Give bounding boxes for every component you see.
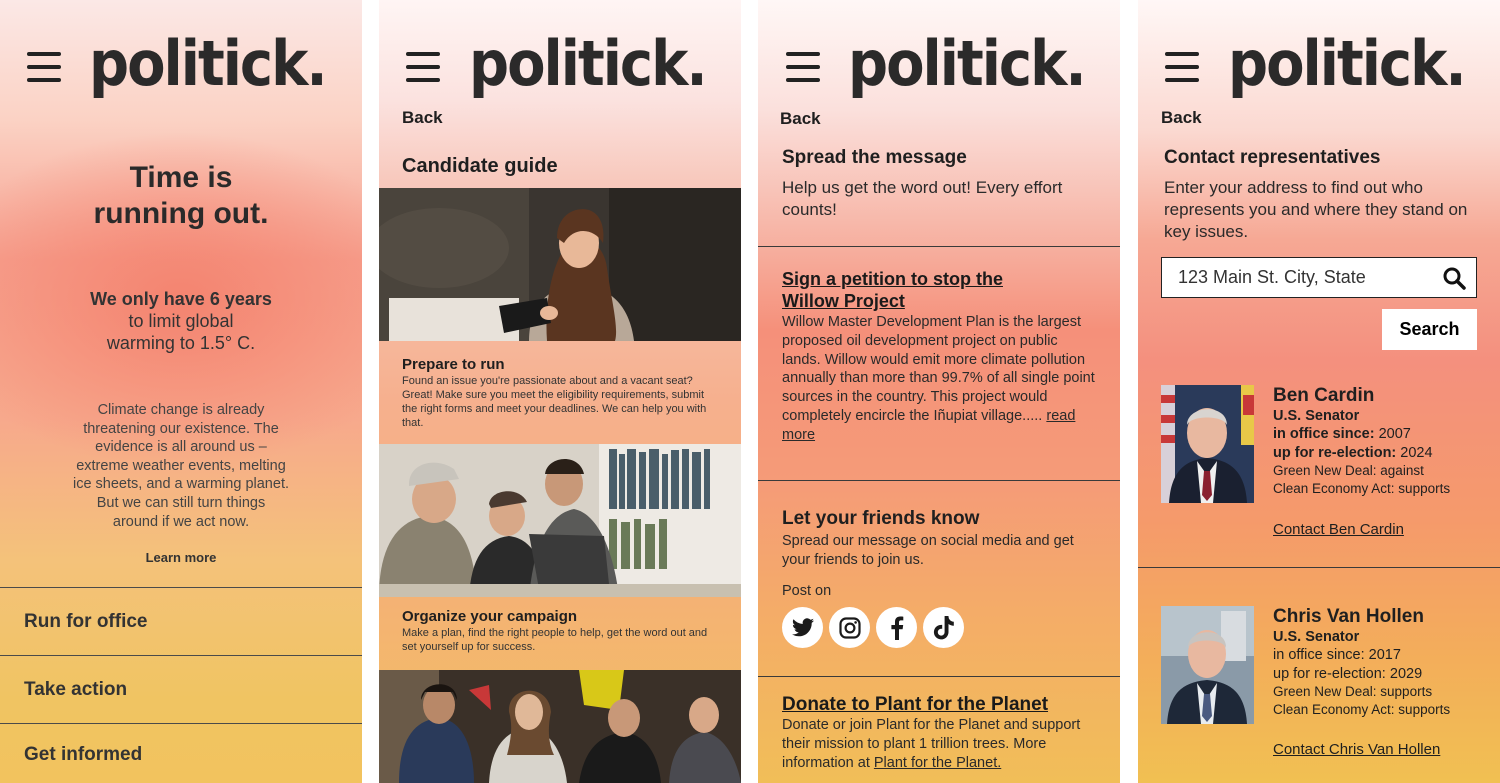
rep-in-office: in office since: 2007 [1273, 426, 1411, 442]
nav-take-action[interactable]: Take action [0, 655, 362, 723]
ben-cardin-portrait [1161, 385, 1254, 503]
address-input[interactable] [1178, 267, 1428, 288]
hamburger-menu-icon[interactable] [1165, 52, 1199, 82]
back-link[interactable]: Back [1161, 108, 1202, 127]
rep-gnd-stance: Green New Deal: supports [1273, 684, 1433, 699]
hamburger-menu-icon[interactable] [786, 52, 820, 82]
candidate-guide-screen [379, 0, 741, 783]
divider [758, 246, 1120, 247]
instagram-icon[interactable] [829, 607, 870, 648]
petition-section [758, 268, 1120, 445]
woman-with-tablet-photo [379, 188, 741, 341]
chris-van-hollen-portrait [1161, 606, 1254, 724]
campaign-team-photo [379, 444, 741, 597]
rep-info-ben-cardin [1273, 385, 1498, 497]
rep-cea-stance: Clean Economy Act: supports [1273, 701, 1451, 717]
logo[interactable]: politick. [469, 28, 706, 101]
contact-reps-screen [1138, 0, 1500, 783]
spread-message-screen [758, 0, 1120, 783]
search-button[interactable]: Search [1382, 309, 1477, 350]
donate-link[interactable]: Donate to Plant for the Planet [782, 694, 1049, 715]
contact-chris-van-hollen-link[interactable]: Contact Chris Van Hollen [1273, 741, 1441, 758]
nav-get-informed[interactable]: Get informed [0, 723, 362, 783]
search-icon[interactable] [1442, 266, 1466, 290]
card-title: Organize your campaign [402, 608, 578, 625]
rep-gnd-stance: Green New Deal: against [1273, 463, 1424, 478]
donate-section [758, 694, 1120, 772]
plant-for-planet-link[interactable]: Plant for the Planet. [873, 754, 1002, 771]
hamburger-menu-icon[interactable] [27, 52, 61, 82]
friends-section [758, 508, 1120, 648]
logo[interactable]: politick. [89, 28, 326, 101]
rep-name: Ben Cardin [1273, 385, 1375, 406]
social-buttons [782, 607, 1096, 648]
back-link[interactable]: Back [780, 109, 821, 128]
contact-ben-cardin-link[interactable]: Contact Ben Cardin [1273, 521, 1404, 538]
page-title: Spread the message [782, 147, 967, 168]
home-screen [0, 0, 362, 783]
card-text: Found an issue you're passionate about and a vacant seat? Great! Make sure you meet the eligibility requirements, submit the right forms and meet your deadlines. We can help you with that. [402, 375, 707, 429]
address-field[interactable] [1161, 257, 1477, 298]
hamburger-menu-icon[interactable] [406, 52, 440, 82]
hero-headline: Time is running out. [93, 161, 269, 230]
climate-text: Climate change is already threatening our existence. The evidence is all around us – extreme weather events, melting ice sheets, and a warming planet. But we can still turn things around if we act now. [72, 402, 289, 530]
rep-title: U.S. Senator [1273, 408, 1360, 424]
divider [758, 676, 1120, 677]
card-text: Make a plan, find the right people to help, get the word out and set yourself up for success. [402, 627, 708, 653]
facebook-icon[interactable] [876, 607, 917, 648]
contact-intro [1138, 147, 1500, 243]
prepare-to-run-card[interactable] [379, 344, 741, 430]
logo[interactable]: politick. [848, 28, 1085, 101]
divider [758, 480, 1120, 481]
rep-in-office: in office since: 2017 [1273, 647, 1401, 663]
post-on-label: Post on [782, 582, 832, 599]
rep-reelection: up for re-election: 2029 [1273, 665, 1423, 682]
page-title: Candidate guide [402, 155, 558, 177]
back-link[interactable]: Back [402, 108, 443, 127]
logo[interactable]: politick. [1228, 28, 1465, 101]
rep-name: Chris Van Hollen [1273, 606, 1424, 627]
petition-text: Willow Master Development Plan is the largest proposed oil development project on public lands. Willow would emit more climate pollution annually than more than 99.7% of all single point sources in the country. This project would completely encircle the Iñupiat village..... read more [782, 314, 1095, 443]
crowd-photo [379, 670, 741, 783]
intro-text: Help us get the word out! Every effort counts! [782, 178, 1063, 219]
twitter-icon[interactable] [782, 607, 823, 648]
donate-text: Donate or join Plant for the Planet and support their mission to plant 1 trillion trees. More information at Plant for the Planet. [782, 717, 1081, 771]
learn-more-link[interactable]: Learn more [145, 550, 217, 565]
rep-cea-stance: Clean Economy Act: supports [1273, 480, 1451, 496]
petition-link[interactable]: Sign a petition to stop the Willow Project [782, 269, 1003, 311]
divider [1138, 567, 1500, 568]
intro-text: Enter your address to find out who represents you and where they stand on key issues. [1164, 178, 1468, 241]
card-title: Prepare to run [402, 356, 505, 373]
friends-title: Let your friends know [782, 508, 980, 529]
friends-text: Spread our message on social media and get your friends to join us. [782, 533, 1074, 568]
tiktok-icon[interactable] [923, 607, 964, 648]
rep-reelection: up for re-election: 2024 [1273, 444, 1433, 461]
spread-intro [758, 147, 1120, 221]
organize-campaign-card[interactable] [379, 596, 741, 654]
rep-title: U.S. Senator [1273, 629, 1360, 645]
rep-info-chris-van-hollen [1273, 606, 1498, 718]
read-more-link[interactable]: read more [782, 407, 1076, 443]
hero-subheading: We only have 6 years to limit global warming to 1.5° C. [90, 289, 272, 353]
nav-run-for-office[interactable]: Run for office [0, 587, 362, 655]
page-title: Contact representatives [1164, 147, 1381, 168]
